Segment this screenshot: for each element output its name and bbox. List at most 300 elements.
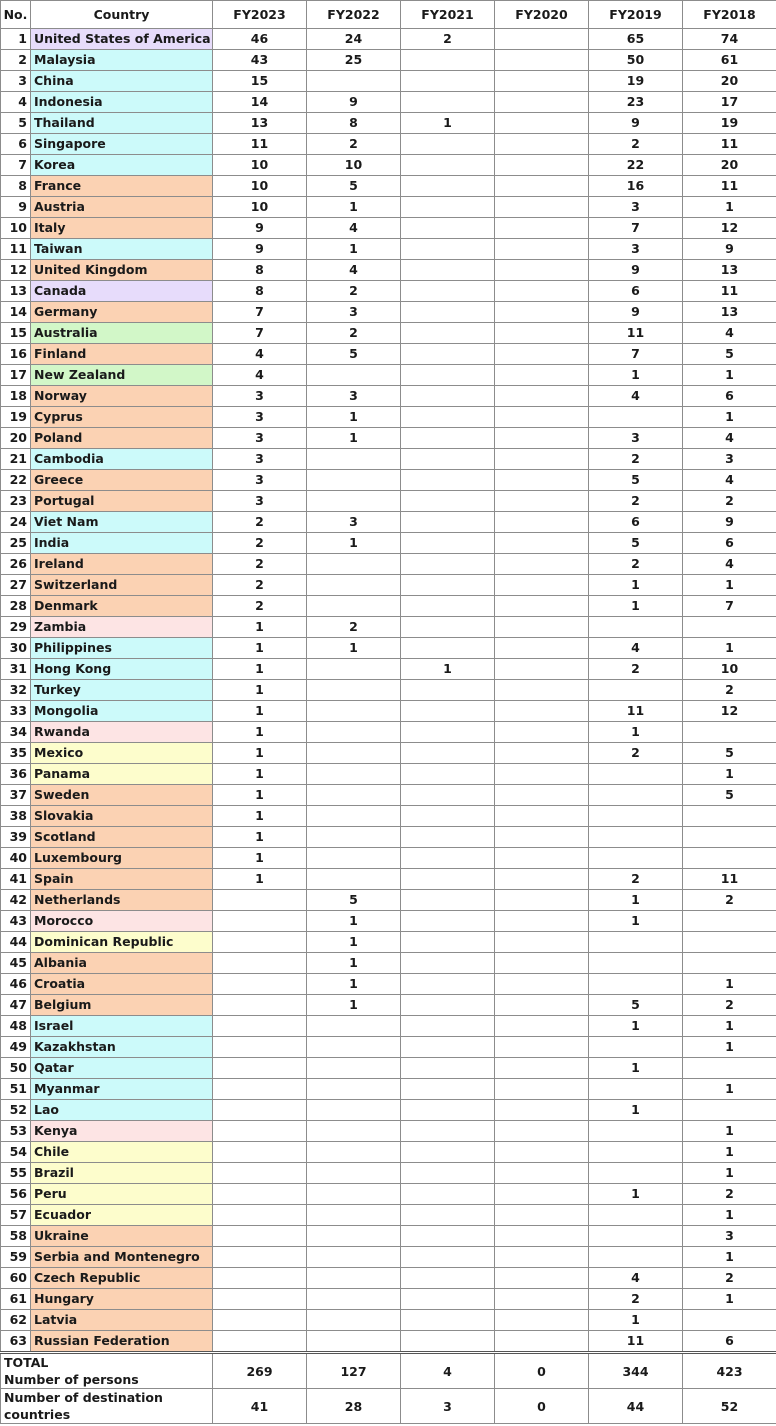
- value-fy2020: [495, 155, 589, 176]
- value-fy2020: [495, 113, 589, 134]
- value-fy2023: 13: [213, 113, 307, 134]
- value-fy2023: 4: [213, 365, 307, 386]
- value-fy2020: [495, 785, 589, 806]
- value-fy2021: [401, 470, 495, 491]
- table-row: [1, 764, 776, 785]
- value-fy2023: [213, 1268, 307, 1289]
- value-fy2023: 8: [213, 260, 307, 281]
- value-fy2021: [401, 869, 495, 890]
- value-fy2019: [589, 1079, 683, 1100]
- table-row: [1, 617, 776, 638]
- row-number: 13: [1, 281, 31, 302]
- table-row: [1, 1016, 776, 1037]
- value-fy2020: [495, 659, 589, 680]
- table-row: [1, 1121, 776, 1142]
- row-number: 57: [1, 1205, 31, 1226]
- value-fy2021: [401, 617, 495, 638]
- value-fy2023: 46: [213, 29, 307, 50]
- value-fy2020: [495, 869, 589, 890]
- value-fy2019: [589, 764, 683, 785]
- row-number: 56: [1, 1184, 31, 1205]
- table-row: [1, 1142, 776, 1163]
- table-row: [1, 1163, 776, 1184]
- country-name: Malaysia: [31, 50, 213, 71]
- value-fy2023: 1: [213, 701, 307, 722]
- country-name: Korea: [31, 155, 213, 176]
- value-fy2021: [401, 386, 495, 407]
- value-fy2018: 6: [683, 533, 776, 554]
- table-row: [1, 197, 776, 218]
- value-fy2023: 1: [213, 617, 307, 638]
- table-row: [1, 323, 776, 344]
- value-fy2020: [495, 323, 589, 344]
- value-fy2021: [401, 260, 495, 281]
- row-number: 41: [1, 869, 31, 890]
- value-fy2021: [401, 512, 495, 533]
- value-fy2020: [495, 1268, 589, 1289]
- value-fy2023: [213, 1079, 307, 1100]
- value-fy2020: [495, 71, 589, 92]
- value-fy2020: [495, 911, 589, 932]
- value-fy2020: [495, 953, 589, 974]
- value-fy2021: [401, 1268, 495, 1289]
- row-number: 20: [1, 428, 31, 449]
- value-fy2023: 8: [213, 281, 307, 302]
- row-number: 10: [1, 218, 31, 239]
- value-fy2019: 19: [589, 71, 683, 92]
- table-row: [1, 1037, 776, 1058]
- country-name: Brazil: [31, 1163, 213, 1184]
- value-fy2018: 10: [683, 659, 776, 680]
- value-fy2022: 10: [307, 155, 401, 176]
- value-fy2019: [589, 785, 683, 806]
- value-fy2021: [401, 890, 495, 911]
- value-fy2023: 43: [213, 50, 307, 71]
- value-fy2022: 25: [307, 50, 401, 71]
- value-fy2019: 1: [589, 575, 683, 596]
- table-row: [1, 785, 776, 806]
- value-fy2018: 11: [683, 176, 776, 197]
- table-row: [1, 512, 776, 533]
- value-fy2019: 11: [589, 323, 683, 344]
- country-name: Norway: [31, 386, 213, 407]
- value-fy2021: [401, 932, 495, 953]
- value-fy2020: [495, 365, 589, 386]
- value-fy2020: [495, 260, 589, 281]
- value-fy2023: [213, 974, 307, 995]
- header-fy2019: FY2019: [589, 1, 683, 29]
- value-fy2018: 17: [683, 92, 776, 113]
- value-fy2019: 1: [589, 722, 683, 743]
- value-fy2023: 1: [213, 785, 307, 806]
- header-fy2022: FY2022: [307, 1, 401, 29]
- value-fy2018: 6: [683, 386, 776, 407]
- table-row: [1, 806, 776, 827]
- value-fy2022: [307, 1079, 401, 1100]
- value-fy2020: [495, 617, 589, 638]
- value-fy2022: [307, 827, 401, 848]
- value-fy2019: 6: [589, 281, 683, 302]
- dest-fy2020: 0: [495, 1389, 589, 1424]
- value-fy2021: [401, 1226, 495, 1247]
- value-fy2021: [401, 365, 495, 386]
- value-fy2023: 2: [213, 596, 307, 617]
- table-body: [1, 29, 776, 1353]
- country-name: Germany: [31, 302, 213, 323]
- country-name: Mexico: [31, 743, 213, 764]
- value-fy2021: [401, 953, 495, 974]
- country-name: Rwanda: [31, 722, 213, 743]
- value-fy2019: [589, 617, 683, 638]
- row-number: 12: [1, 260, 31, 281]
- value-fy2022: [307, 1331, 401, 1353]
- value-fy2023: 3: [213, 491, 307, 512]
- value-fy2022: [307, 701, 401, 722]
- value-fy2023: 10: [213, 197, 307, 218]
- country-name: Italy: [31, 218, 213, 239]
- value-fy2023: 1: [213, 659, 307, 680]
- country-name: Scotland: [31, 827, 213, 848]
- row-number: 45: [1, 953, 31, 974]
- value-fy2018: 1: [683, 1205, 776, 1226]
- value-fy2023: [213, 1310, 307, 1331]
- table-row: [1, 1184, 776, 1205]
- value-fy2023: [213, 1163, 307, 1184]
- table-row: [1, 134, 776, 155]
- value-fy2023: 1: [213, 722, 307, 743]
- value-fy2021: [401, 302, 495, 323]
- dest-fy2019: 44: [589, 1389, 683, 1424]
- value-fy2020: [495, 1121, 589, 1142]
- country-name: Netherlands: [31, 890, 213, 911]
- value-fy2023: [213, 1037, 307, 1058]
- value-fy2019: 1: [589, 1016, 683, 1037]
- table-row: [1, 596, 776, 617]
- value-fy2020: [495, 1100, 589, 1121]
- value-fy2019: 1: [589, 911, 683, 932]
- value-fy2022: 1: [307, 974, 401, 995]
- value-fy2022: [307, 71, 401, 92]
- row-number: 21: [1, 449, 31, 470]
- table-row: [1, 449, 776, 470]
- value-fy2018: 11: [683, 869, 776, 890]
- value-fy2021: [401, 575, 495, 596]
- row-number: 9: [1, 197, 31, 218]
- value-fy2022: 1: [307, 638, 401, 659]
- country-name: France: [31, 176, 213, 197]
- row-number: 30: [1, 638, 31, 659]
- value-fy2021: [401, 1121, 495, 1142]
- country-name: Czech Republic: [31, 1268, 213, 1289]
- value-fy2020: [495, 806, 589, 827]
- table-row: [1, 491, 776, 512]
- value-fy2020: [495, 134, 589, 155]
- value-fy2018: 2: [683, 1184, 776, 1205]
- value-fy2020: [495, 428, 589, 449]
- destination-countries-label: [1, 1389, 213, 1424]
- value-fy2021: [401, 176, 495, 197]
- total-label-line2: Number of persons: [4, 1372, 139, 1387]
- table-row: [1, 1079, 776, 1100]
- row-number: 42: [1, 890, 31, 911]
- value-fy2022: 5: [307, 176, 401, 197]
- value-fy2020: [495, 974, 589, 995]
- value-fy2021: [401, 1142, 495, 1163]
- value-fy2020: [495, 1142, 589, 1163]
- value-fy2022: [307, 470, 401, 491]
- country-name: Israel: [31, 1016, 213, 1037]
- value-fy2021: [401, 596, 495, 617]
- value-fy2019: 1: [589, 890, 683, 911]
- row-number: 1: [1, 29, 31, 50]
- row-number: 23: [1, 491, 31, 512]
- value-fy2018: 2: [683, 1268, 776, 1289]
- value-fy2023: [213, 932, 307, 953]
- value-fy2018: 19: [683, 113, 776, 134]
- table-row: [1, 659, 776, 680]
- value-fy2018: 9: [683, 512, 776, 533]
- value-fy2022: [307, 596, 401, 617]
- value-fy2019: 2: [589, 659, 683, 680]
- country-name: Hungary: [31, 1289, 213, 1310]
- table-row: [1, 1226, 776, 1247]
- value-fy2023: 7: [213, 302, 307, 323]
- value-fy2019: 16: [589, 176, 683, 197]
- value-fy2019: 50: [589, 50, 683, 71]
- value-fy2019: 4: [589, 1268, 683, 1289]
- country-name: Portugal: [31, 491, 213, 512]
- row-number: 29: [1, 617, 31, 638]
- value-fy2021: [401, 995, 495, 1016]
- header-fy2018: FY2018: [683, 1, 776, 29]
- row-number: 31: [1, 659, 31, 680]
- value-fy2018: 6: [683, 1331, 776, 1353]
- row-number: 54: [1, 1142, 31, 1163]
- value-fy2023: 2: [213, 512, 307, 533]
- value-fy2019: [589, 1121, 683, 1142]
- table-row: [1, 953, 776, 974]
- value-fy2021: [401, 218, 495, 239]
- value-fy2022: [307, 680, 401, 701]
- value-fy2021: [401, 1289, 495, 1310]
- value-fy2019: 1: [589, 1310, 683, 1331]
- value-fy2018: [683, 827, 776, 848]
- value-fy2019: 22: [589, 155, 683, 176]
- header-fy2021: FY2021: [401, 1, 495, 29]
- country-name: Lao: [31, 1100, 213, 1121]
- total-label-line1: TOTAL: [4, 1355, 49, 1370]
- country-name: Russian Federation: [31, 1331, 213, 1353]
- table-row: [1, 428, 776, 449]
- value-fy2020: [495, 680, 589, 701]
- value-fy2019: 2: [589, 554, 683, 575]
- value-fy2019: 1: [589, 1184, 683, 1205]
- value-fy2023: 10: [213, 176, 307, 197]
- country-name: Serbia and Montenegro: [31, 1247, 213, 1268]
- value-fy2018: 3: [683, 1226, 776, 1247]
- value-fy2019: 9: [589, 113, 683, 134]
- value-fy2021: [401, 281, 495, 302]
- value-fy2020: [495, 1331, 589, 1353]
- value-fy2022: [307, 806, 401, 827]
- table-row: [1, 1058, 776, 1079]
- value-fy2023: [213, 953, 307, 974]
- value-fy2021: [401, 50, 495, 71]
- value-fy2021: 1: [401, 113, 495, 134]
- row-number: 59: [1, 1247, 31, 1268]
- row-number: 52: [1, 1100, 31, 1121]
- value-fy2022: [307, 722, 401, 743]
- table-row: [1, 827, 776, 848]
- value-fy2020: [495, 239, 589, 260]
- value-fy2022: 1: [307, 932, 401, 953]
- value-fy2021: [401, 743, 495, 764]
- header-country: Country: [31, 1, 213, 29]
- value-fy2023: [213, 1226, 307, 1247]
- country-name: Myanmar: [31, 1079, 213, 1100]
- value-fy2018: 1: [683, 1079, 776, 1100]
- value-fy2018: 2: [683, 890, 776, 911]
- value-fy2019: 2: [589, 1289, 683, 1310]
- value-fy2021: [401, 764, 495, 785]
- value-fy2022: 1: [307, 197, 401, 218]
- country-name: Cyprus: [31, 407, 213, 428]
- value-fy2022: [307, 1142, 401, 1163]
- dest-label-line1: Number of destination: [4, 1390, 163, 1405]
- value-fy2022: [307, 869, 401, 890]
- value-fy2020: [495, 743, 589, 764]
- value-fy2023: 4: [213, 344, 307, 365]
- country-name: Zambia: [31, 617, 213, 638]
- value-fy2020: [495, 218, 589, 239]
- value-fy2021: [401, 155, 495, 176]
- dest-fy2021: 3: [401, 1389, 495, 1424]
- value-fy2019: 4: [589, 638, 683, 659]
- table-row: [1, 239, 776, 260]
- row-number: 51: [1, 1079, 31, 1100]
- table-row: [1, 344, 776, 365]
- header-no: No.: [1, 1, 31, 29]
- table-row: [1, 386, 776, 407]
- value-fy2021: [401, 911, 495, 932]
- value-fy2020: [495, 848, 589, 869]
- row-number: 53: [1, 1121, 31, 1142]
- row-number: 27: [1, 575, 31, 596]
- value-fy2022: 3: [307, 512, 401, 533]
- value-fy2019: 65: [589, 29, 683, 50]
- value-fy2020: [495, 407, 589, 428]
- row-number: 32: [1, 680, 31, 701]
- value-fy2018: 9: [683, 239, 776, 260]
- table-row: [1, 974, 776, 995]
- country-name: Thailand: [31, 113, 213, 134]
- country-name: Ukraine: [31, 1226, 213, 1247]
- value-fy2023: [213, 995, 307, 1016]
- value-fy2021: [401, 323, 495, 344]
- value-fy2018: 7: [683, 596, 776, 617]
- value-fy2021: [401, 722, 495, 743]
- row-number: 35: [1, 743, 31, 764]
- table-row: [1, 365, 776, 386]
- value-fy2019: 5: [589, 533, 683, 554]
- dest-label-line2: countries: [4, 1407, 71, 1422]
- row-number: 40: [1, 848, 31, 869]
- table-row: [1, 638, 776, 659]
- value-fy2018: 1: [683, 197, 776, 218]
- country-name: Morocco: [31, 911, 213, 932]
- total-fy2022: 127: [307, 1353, 401, 1389]
- value-fy2020: [495, 1079, 589, 1100]
- country-name: China: [31, 71, 213, 92]
- value-fy2022: [307, 1205, 401, 1226]
- value-fy2018: [683, 1310, 776, 1331]
- value-fy2023: [213, 1100, 307, 1121]
- country-name: Finland: [31, 344, 213, 365]
- value-fy2023: 3: [213, 428, 307, 449]
- value-fy2018: [683, 848, 776, 869]
- destination-countries-row: [1, 1389, 776, 1424]
- value-fy2020: [495, 449, 589, 470]
- value-fy2018: [683, 932, 776, 953]
- value-fy2018: 1: [683, 1289, 776, 1310]
- value-fy2019: 1: [589, 596, 683, 617]
- country-name: United States of America: [31, 29, 213, 50]
- table-row: [1, 1310, 776, 1331]
- value-fy2018: [683, 911, 776, 932]
- value-fy2022: [307, 575, 401, 596]
- value-fy2020: [495, 1037, 589, 1058]
- table-row: [1, 155, 776, 176]
- value-fy2018: 13: [683, 302, 776, 323]
- header-row: [1, 1, 776, 29]
- value-fy2022: [307, 554, 401, 575]
- row-number: 61: [1, 1289, 31, 1310]
- value-fy2021: [401, 806, 495, 827]
- value-fy2023: 11: [213, 134, 307, 155]
- value-fy2021: [401, 407, 495, 428]
- value-fy2023: 3: [213, 386, 307, 407]
- value-fy2019: [589, 827, 683, 848]
- value-fy2022: [307, 1226, 401, 1247]
- value-fy2019: [589, 1163, 683, 1184]
- value-fy2022: [307, 1037, 401, 1058]
- table-row: [1, 701, 776, 722]
- value-fy2021: [401, 239, 495, 260]
- value-fy2019: 7: [589, 218, 683, 239]
- value-fy2023: 9: [213, 239, 307, 260]
- country-name: Peru: [31, 1184, 213, 1205]
- value-fy2018: 1: [683, 974, 776, 995]
- total-fy2023: 269: [213, 1353, 307, 1389]
- row-number: 6: [1, 134, 31, 155]
- row-number: 48: [1, 1016, 31, 1037]
- value-fy2022: 5: [307, 344, 401, 365]
- country-name: Kazakhstan: [31, 1037, 213, 1058]
- value-fy2019: 3: [589, 428, 683, 449]
- table-row: [1, 554, 776, 575]
- value-fy2018: 1: [683, 638, 776, 659]
- row-number: 60: [1, 1268, 31, 1289]
- value-fy2018: 2: [683, 680, 776, 701]
- value-fy2018: 1: [683, 1037, 776, 1058]
- row-number: 38: [1, 806, 31, 827]
- value-fy2022: [307, 491, 401, 512]
- table-row: [1, 281, 776, 302]
- dest-fy2022: 28: [307, 1389, 401, 1424]
- value-fy2021: [401, 1037, 495, 1058]
- total-persons-label: [1, 1353, 213, 1389]
- value-fy2019: 1: [589, 365, 683, 386]
